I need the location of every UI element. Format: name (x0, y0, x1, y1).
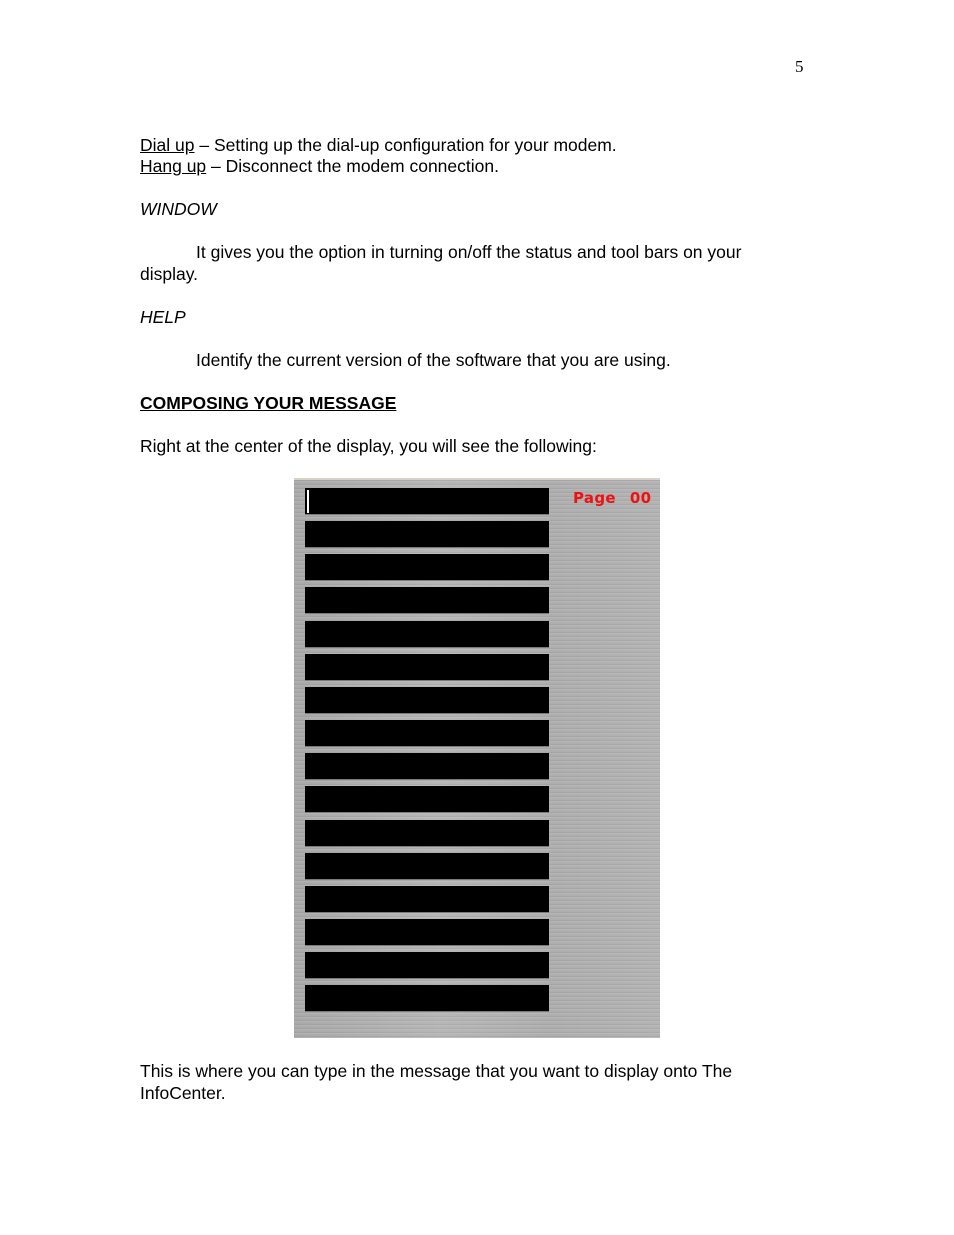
message-line-input-2[interactable] (305, 521, 549, 548)
message-line-input-12[interactable] (305, 853, 549, 880)
composing-intro: Right at the center of the display, you will see the following: (140, 436, 597, 456)
message-line-input-7[interactable] (305, 687, 549, 714)
text-cursor (307, 490, 309, 513)
message-line-input-5[interactable] (305, 621, 549, 648)
message-line-input-6[interactable] (305, 654, 549, 681)
page-value: 00 (629, 489, 652, 507)
message-line-input-13[interactable] (305, 886, 549, 913)
window-section-title: WINDOW (140, 199, 217, 219)
help-section-title: HELP (140, 307, 186, 327)
message-line-input-1[interactable] (305, 488, 549, 515)
message-line-input-15[interactable] (305, 952, 549, 979)
dial-up-term: Dial up (140, 135, 195, 155)
page-label: Page (573, 489, 616, 507)
message-line-input-14[interactable] (305, 919, 549, 946)
message-line-input-8[interactable] (305, 720, 549, 747)
message-line-input-10[interactable] (305, 786, 549, 813)
message-line-input-16[interactable] (305, 985, 549, 1012)
page-number: 5 (795, 57, 804, 76)
window-section-line-1: It gives you the option in turning on/off the status and tool bars on your (196, 242, 742, 262)
window-section-line-2: display. (140, 264, 199, 284)
hang-up-term: Hang up (140, 156, 207, 176)
dial-up-item (140, 134, 617, 156)
hang-up-item (140, 155, 499, 177)
message-line-input-9[interactable] (305, 753, 549, 780)
message-editor-panel (294, 478, 660, 1038)
hang-up-description: – Disconnect the modem connection. (206, 156, 499, 176)
closing-line-1: This is where you can type in the message that you want to display onto The (140, 1061, 733, 1081)
message-line-input-4[interactable] (305, 587, 549, 614)
help-section-text: Identify the current version of the software that you are using. (196, 350, 671, 370)
composing-heading: COMPOSING YOUR MESSAGE (140, 393, 397, 413)
message-line-input-3[interactable] (305, 554, 549, 581)
page-indicator (573, 489, 651, 507)
closing-line-2: InfoCenter. (140, 1083, 226, 1103)
message-line-input-11[interactable] (305, 820, 549, 847)
dial-up-description: – Setting up the dial-up configuration for your modem. (194, 135, 617, 155)
